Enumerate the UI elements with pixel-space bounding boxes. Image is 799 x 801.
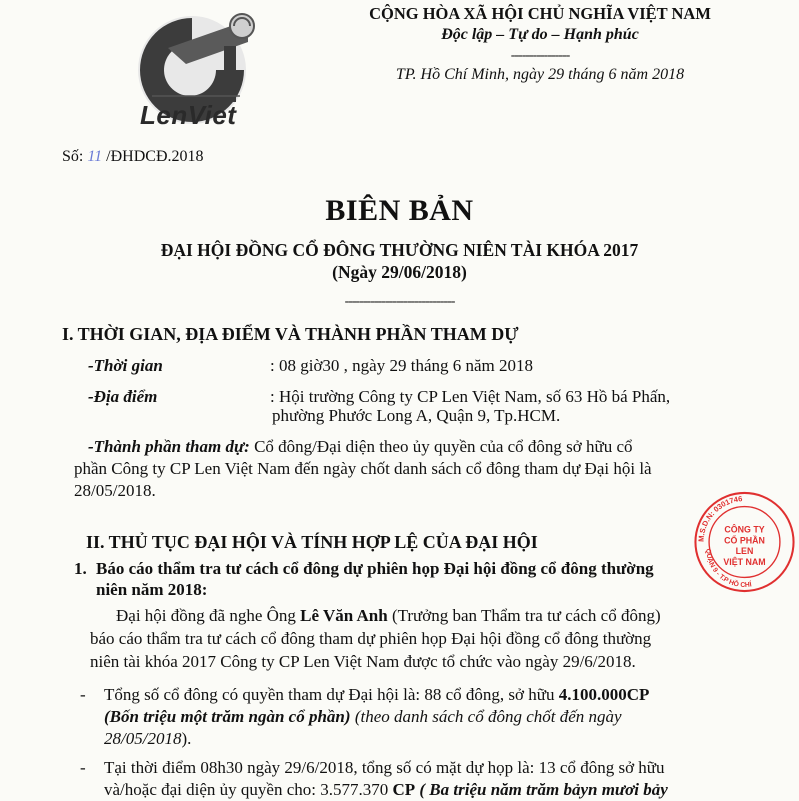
- participants-label: -Thành phần tham dự:: [88, 437, 250, 456]
- bullet-1-line-3: [104, 728, 191, 750]
- section-2-heading: II. THỦ TỤC ĐẠI HỘI VÀ TÍNH HỢP LỆ CỦA ĐẠI HỘI: [86, 532, 538, 552]
- bullet-2-marker: -: [80, 758, 86, 777]
- place-value-line-1: : Hội trường Công ty CP Len Việt Nam, số 63 Hồ bá Phấn,: [270, 387, 671, 406]
- place-label: -Địa điểm: [88, 387, 158, 406]
- participants-value-1: Cổ đông/Đại diện theo ủy quyền của cổ đông sở hữu cổ: [249, 437, 633, 456]
- time-label: -Thời gian: [88, 356, 163, 375]
- meeting-date: (Ngày 29/06/2018): [332, 262, 467, 282]
- section-1-heading: I. THỜI GIAN, ĐỊA ĐIỂM VÀ THÀNH PHẦN THAM DỰ: [62, 324, 519, 344]
- stamp-company-line-1: CÔNG TY: [724, 524, 765, 535]
- nation-header: CỘNG HÒA XÃ HỘI CHỦ NGHĨA VIỆT NAM: [369, 4, 711, 23]
- time-value: : 08 giờ30 , ngày 29 tháng 6 năm 2018: [270, 356, 534, 375]
- stamp-district: QUẬN 9 - T.P HỒ CHÍ: [704, 548, 753, 590]
- logo-brand-text: LenViet: [140, 100, 237, 130]
- document-title: BIÊN BẢN: [325, 194, 474, 227]
- participants-line-3: 28/05/2018.: [74, 481, 156, 500]
- document-number: [62, 148, 204, 166]
- bullet-2-cp: CP: [392, 780, 416, 799]
- stamp-company-line-4: VIỆT NAM: [723, 557, 766, 568]
- doc-number-handwritten: 11: [87, 148, 103, 165]
- bullet-2-line-2: [104, 779, 668, 801]
- bullet-1-text: Tổng số cổ đông có quyền tham dự Đại hội là: 88 cổ đông, sở hữu: [104, 685, 559, 704]
- para-1-line-2: báo cáo thẩm tra tư cách cổ đông tham dự phiên họp Đại hội đồng cổ đông thường: [90, 629, 652, 648]
- bullet-1-note: (theo danh sách cổ đông chốt đến ngày: [350, 707, 622, 726]
- para-1-text-a: Đại hội đồng đã nghe Ông: [116, 606, 301, 625]
- bullet-1-end: ).: [181, 729, 192, 748]
- stamp-company-line-3: LEN: [735, 546, 754, 557]
- item-1-title-line-2: niên năm 2018:: [96, 580, 208, 599]
- para-1-person-name: Lê Văn Anh: [300, 606, 388, 625]
- bullet-1-line-2: [104, 706, 622, 728]
- bullet-2-line-1: Tại thời điểm 08h30 ngày 29/6/2018, tổng số có mặt dự họp là: 13 cổ đông sở hữu: [104, 758, 665, 777]
- stamp-registration: M.S.D.N: 0301746: [696, 494, 743, 543]
- bullet-2-shares-words: ( Ba triệu năm trăm bảyn mươi bảy: [415, 780, 668, 799]
- company-stamp: [690, 462, 799, 622]
- bullet-2-text: và/hoặc đại diện ủy quyền cho: 3.577.370: [104, 780, 393, 799]
- document-date: TP. Hồ Chí Minh, ngày 29 tháng 6 năm 2018: [395, 66, 685, 83]
- item-1-number: 1.: [74, 559, 87, 578]
- national-motto: Độc lập – Tự do – Hạnh phúc: [441, 26, 639, 43]
- bullet-1-marker: -: [80, 685, 86, 704]
- participants-line-2: phần Công ty CP Len Việt Nam đến ngày chốt danh sách cổ đông tham dự Đại hội là: [74, 459, 652, 478]
- participants-line-1: [88, 436, 740, 458]
- stamp-company-line-2: CỔ PHẦN: [724, 535, 765, 546]
- para-1-text-b: (Trưởng ban Thẩm tra tư cách cổ đông): [387, 606, 661, 625]
- title-separator: ------------------------------: [344, 294, 455, 309]
- para-1-line-3: niên tài khóa 2017 Công ty CP Len Việt Nam được tổ chức vào ngày 29/6/2018.: [90, 652, 636, 671]
- place-value-line-2: phường Phước Long A, Quận 9, Tp.HCM.: [272, 406, 561, 425]
- bullet-1-line-1: [104, 684, 649, 706]
- document-subtitle: ĐẠI HỘI ĐỒNG CỔ ĐÔNG THƯỜNG NIÊN TÀI KHÓA 2017: [160, 240, 639, 260]
- bullet-1-shares-words: (Bốn triệu một trăm ngàn cổ phần): [104, 707, 351, 726]
- doc-number-prefix: Số:: [62, 148, 84, 165]
- bullet-1-shares: 4.100.000CP: [558, 685, 650, 704]
- para-1-line-1: [116, 605, 661, 627]
- bullet-1-cutoff-date: 28/05/2018: [104, 729, 182, 748]
- item-1-title-line-1: Báo cáo thẩm tra tư cách cổ đông dự phiên họp Đại hội đồng cổ đông thường: [96, 559, 654, 578]
- doc-number-suffix: /ĐHDCĐ.2018: [102, 148, 204, 165]
- header-separator: ----------------: [510, 48, 570, 63]
